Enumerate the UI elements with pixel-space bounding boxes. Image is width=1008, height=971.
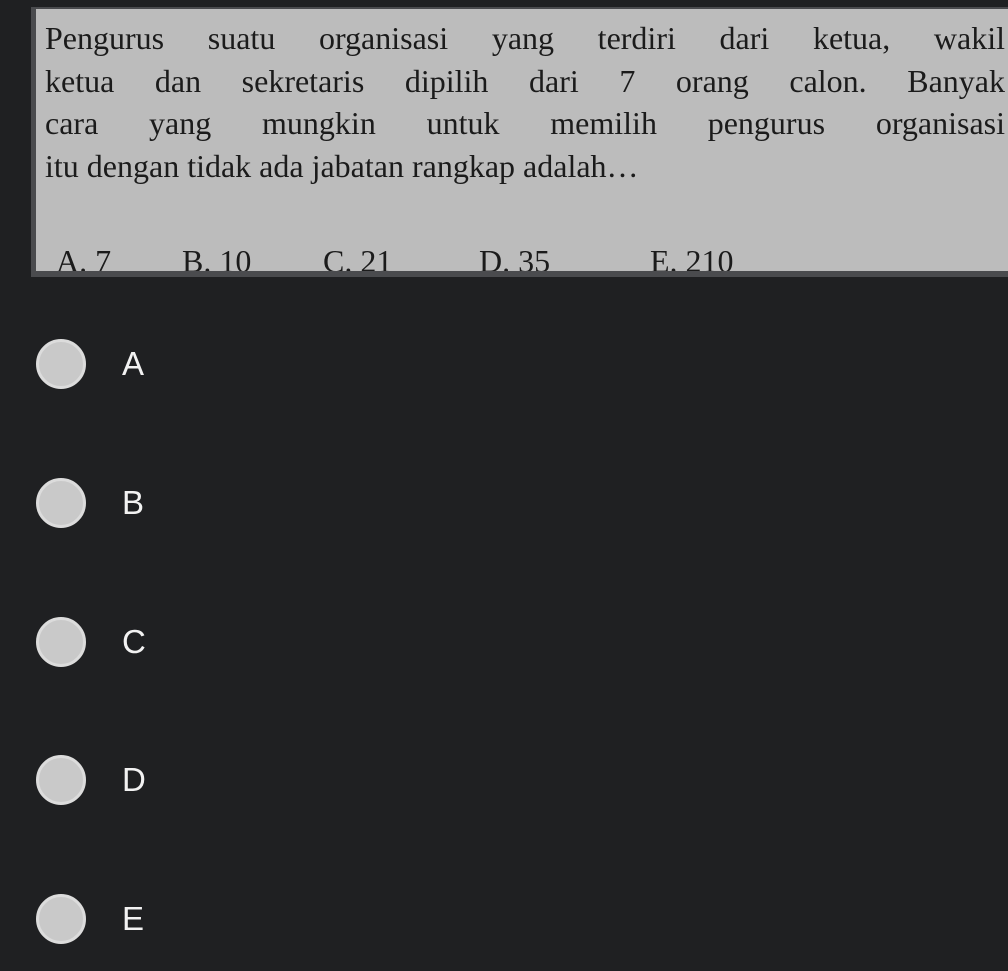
choice-c-label: C: [122, 623, 146, 660]
choice-a[interactable]: [36, 336, 144, 392]
radio-button-a[interactable]: [36, 339, 86, 389]
question-image: [31, 7, 1008, 277]
option-d-text: D. 35: [479, 243, 551, 277]
choice-b[interactable]: [36, 475, 144, 531]
question-line-3: cara yang mungkin untuk memilih pengurus organisasi: [45, 105, 1005, 141]
choice-e[interactable]: [36, 891, 144, 947]
question-text: [45, 17, 1005, 187]
choice-c[interactable]: [36, 614, 146, 670]
option-c-text: C. 21: [323, 243, 393, 277]
option-e-text: E. 210: [650, 243, 734, 277]
radio-button-b[interactable]: [36, 478, 86, 528]
question-line-1: Pengurus suatu organisasi yang terdiri dari ketua, wakil: [45, 20, 1005, 56]
option-b-text: B. 10: [182, 243, 252, 277]
question-line-4: itu dengan tidak ada jabatan rangkap adalah…: [45, 147, 639, 184]
radio-button-d[interactable]: [36, 755, 86, 805]
choice-e-label: E: [122, 900, 145, 937]
choice-d-label: D: [122, 761, 146, 798]
choice-b-label: B: [122, 484, 145, 521]
radio-button-c[interactable]: [36, 617, 86, 667]
option-a-text: A. 7: [56, 243, 112, 277]
choice-d[interactable]: [36, 752, 146, 808]
choice-a-label: A: [122, 345, 145, 382]
radio-button-e[interactable]: [36, 894, 86, 944]
question-line-2: ketua dan sekretaris dipilih dari 7 orang calon. Banyak: [45, 62, 1005, 99]
